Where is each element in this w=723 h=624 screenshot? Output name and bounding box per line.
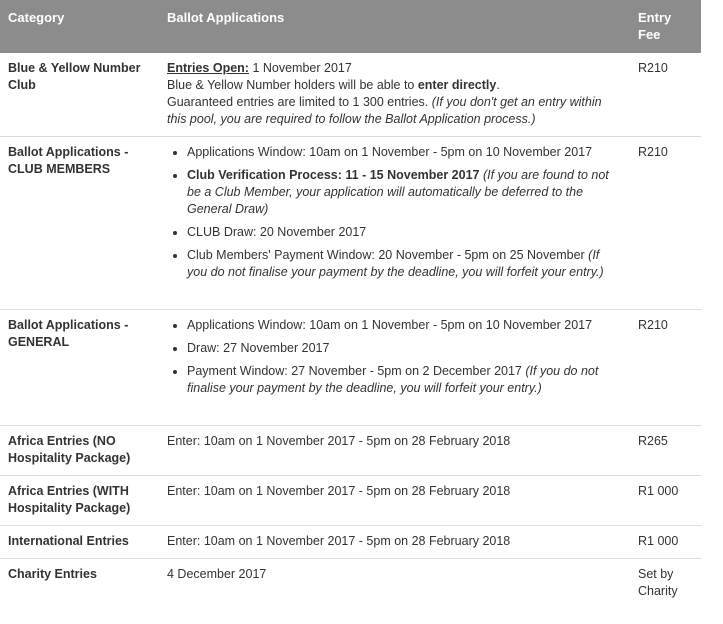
row-detail: Enter: 10am on 1 November 2017 - 5pm on 28 February 2018: [159, 476, 630, 526]
detail-note: (If you don't get an entry within this pool, you are required to follow the Ballot Application process.): [167, 95, 602, 126]
list-item: [187, 340, 622, 357]
list-item-note: (If you are found to not be a Club Member, your application will automatically be deferred to the General Draw): [187, 168, 609, 216]
list-item: [187, 247, 622, 281]
row-category: Africa Entries (WITH Hospitality Package): [0, 476, 159, 526]
bullet-list: [167, 144, 622, 281]
list-item: [187, 167, 622, 218]
header-entry-fee-line1: Entry: [638, 10, 672, 25]
entries-open-label: Entries Open:: [167, 61, 249, 75]
row-category: Ballot Applications - GENERAL: [0, 310, 159, 426]
row-fee: R265: [630, 426, 701, 476]
row-category: Charity Entries: [8, 567, 97, 581]
table-row: [0, 426, 701, 476]
row-fee: R1 000: [630, 476, 701, 526]
row-fee: R1 000: [630, 526, 701, 559]
list-item: [187, 144, 622, 161]
row-category: Ballot Applications - CLUB MEMBERS: [0, 137, 159, 310]
list-item: [187, 317, 622, 334]
list-item-bold-text: Club Verification Process: 11 - 15 November 2017: [187, 168, 480, 182]
detail-text: Guaranteed entries are limited to 1 300 entries.: [167, 95, 432, 109]
list-item-text: CLUB Draw: 20 November 2017: [187, 225, 367, 239]
list-item: [187, 224, 622, 241]
table-row: [0, 310, 701, 426]
list-item-text: Draw: 27 November 2017: [187, 341, 330, 355]
list-item-text: Applications Window: 10am on 1 November - 5pm on 10 November 2017: [187, 145, 593, 159]
row-detail: Enter: 10am on 1 November 2017 - 5pm on 28 February 2018: [159, 526, 630, 559]
row-fee: R210: [630, 137, 701, 310]
header-entry-fee: [630, 0, 701, 53]
list-item-text: Club Members' Payment Window: 20 November - 5pm on 25 November: [187, 248, 589, 262]
bullet-list: [167, 317, 622, 397]
row-detail: 4 December 2017: [167, 567, 267, 581]
table-row: [0, 526, 701, 559]
row-category: Africa Entries (NO Hospitality Package): [0, 426, 159, 476]
list-item-text: Payment Window: 27 November - 5pm on 2 December 2017: [187, 364, 526, 378]
row-fee: R210: [630, 310, 701, 426]
header-category: Category: [0, 0, 159, 53]
row-fee: Set by Charity: [638, 567, 678, 598]
table-row: [0, 476, 701, 526]
row-detail: [159, 137, 630, 310]
table-row: [0, 559, 701, 609]
row-detail: [159, 53, 630, 137]
list-item: [187, 363, 622, 397]
detail-text: .: [496, 78, 500, 92]
header-ballot-applications: Ballot Applications: [159, 0, 630, 53]
row-category: Blue & Yellow Number Club: [0, 53, 159, 137]
row-category: International Entries: [0, 526, 159, 559]
entries-open-date: 1 November 2017: [248, 61, 352, 75]
header-entry-fee-line2: Fee: [638, 27, 661, 42]
row-detail: [159, 310, 630, 426]
list-item-note: (If you do not finalise your payment by the deadline, you will forfeit your entry.): [187, 248, 604, 279]
detail-bold-text: enter directly: [417, 78, 497, 92]
detail-text: Blue & Yellow Number holders will be able to: [167, 78, 418, 92]
row-fee: R210: [630, 53, 701, 137]
table-header-row: [0, 0, 701, 53]
list-item-text: Applications Window: 10am on 1 November - 5pm on 10 November 2017: [187, 318, 593, 332]
row-detail: Enter: 10am on 1 November 2017 - 5pm on 28 February 2018: [159, 426, 630, 476]
table-row: [0, 137, 701, 310]
list-item-note: (If you do not finalise your payment by the deadline, you will forfeit your entry.): [187, 364, 599, 395]
table-row: [0, 53, 701, 137]
